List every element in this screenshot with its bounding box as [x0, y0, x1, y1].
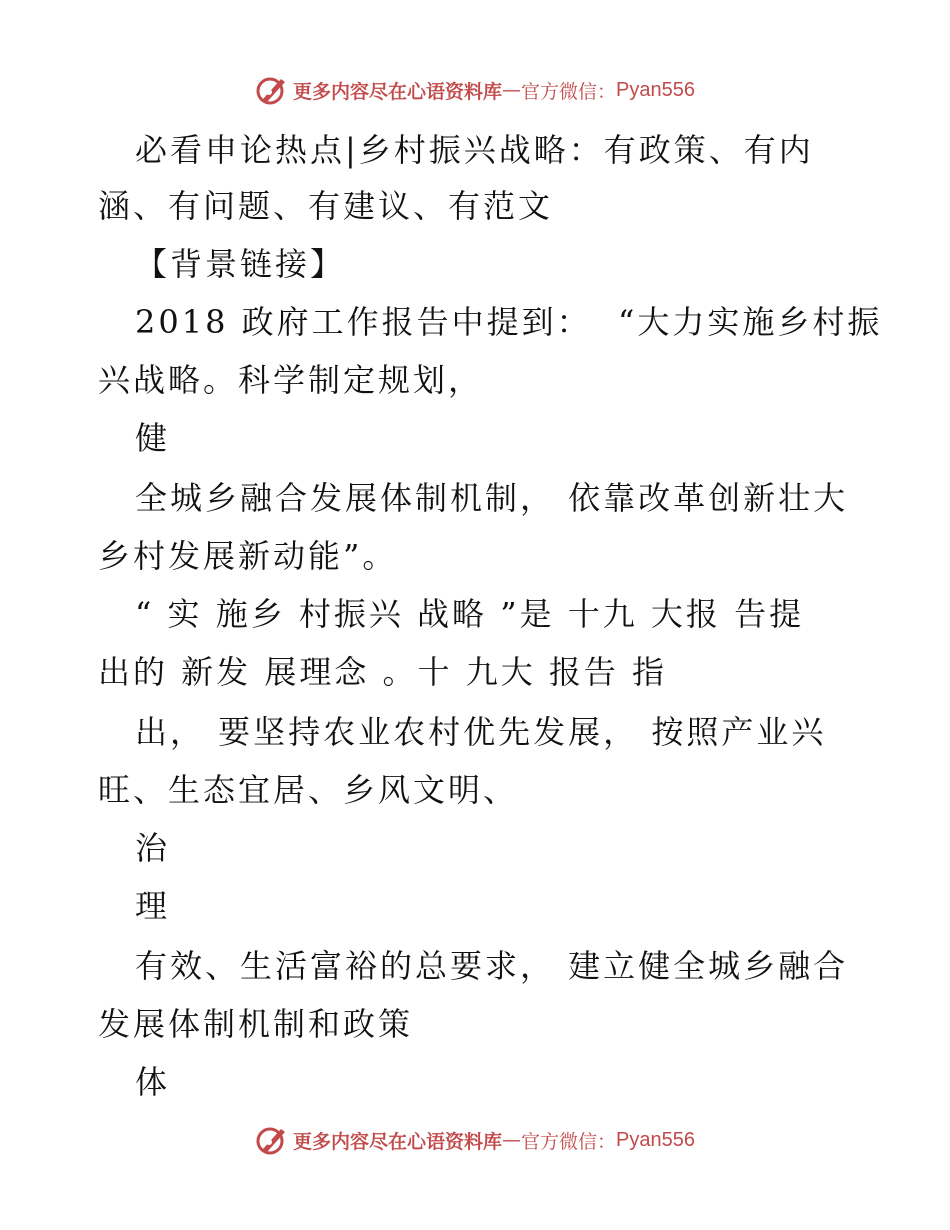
doc-line: “ 实 施乡 村振兴 战略 ”是 十九 大报 告提: [135, 595, 805, 633]
pen-circle-logo-icon: [255, 73, 289, 107]
doc-line-title-2: 涵、有问题、有建议、有范文: [98, 187, 554, 225]
doc-line: 有效、生活富裕的总要求， 建立健全城乡融合: [135, 947, 849, 985]
doc-line: 出的 新发 展理念 。十 九大 报告 指: [98, 653, 668, 691]
banner-wechat-id: Pyan556: [616, 1128, 695, 1151]
doc-line: 乡村发展新动能”。: [98, 537, 398, 575]
doc-line: 出， 要坚持农业农村优先发展， 按照产业兴: [135, 713, 827, 751]
banner-separator: —: [502, 79, 522, 101]
footer-banner: [0, 1120, 950, 1160]
banner-ad-text: 更多内容尽在心语资料库: [293, 1130, 503, 1153]
doc-line-section-heading: 【背景链接】: [135, 245, 346, 283]
doc-line: 体: [135, 1063, 171, 1101]
doc-line: 健: [135, 419, 171, 457]
doc-line: 全城乡融合发展体制机制， 依靠改革创新壮大: [135, 479, 849, 517]
doc-line: 治: [135, 829, 171, 867]
banner-wechat-label: 官方微信：: [521, 80, 617, 103]
banner-separator: —: [502, 1129, 522, 1151]
doc-line: 兴战略。科学制定规划，: [98, 361, 484, 399]
banner-ad-text: 更多内容尽在心语资料库: [293, 80, 503, 103]
banner-wechat-label: 官方微信：: [521, 1130, 617, 1153]
doc-line: 发展体制机制和政策: [98, 1005, 414, 1043]
pen-circle-logo-icon: [255, 1123, 289, 1157]
header-banner: [0, 70, 950, 110]
doc-line: 旺、生态宜居、乡风文明、: [98, 771, 519, 809]
doc-line-title-1: 必看申论热点|乡村振兴战略：有政策、有内: [135, 131, 814, 169]
banner-wechat-id: Pyan556: [616, 78, 695, 101]
doc-line: 理: [135, 887, 171, 925]
doc-line: 2018 政府工作报告中提到： “大力实施乡村振: [135, 303, 883, 341]
